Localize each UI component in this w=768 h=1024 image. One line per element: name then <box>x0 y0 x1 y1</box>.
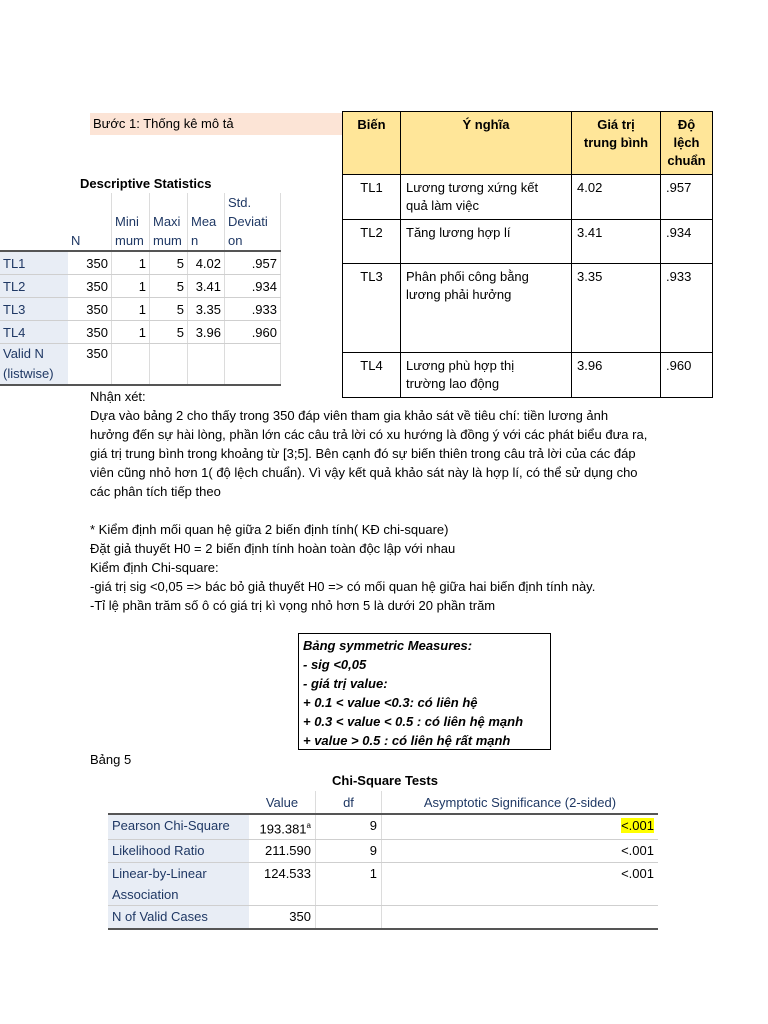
table-row: TL3 Phân phối công bằng lương phải hưởng 3.35 .933 <box>343 264 713 353</box>
symmetric-measures-box: Bảng symmetric Measures: - sig <0,05 - giá trị value: + 0.1 < value <0.3: có liên hệ + 0.3 < value < 0.5 : có liên hệ mạnh + value > 0.5 : có liên hệ rất mạnh <box>298 633 551 750</box>
table-row <box>0 298 281 321</box>
remark-paragraph: Nhận xét: Dựa vào bảng 2 cho thấy trong 350 đáp viên tham gia khảo sát về tiêu chí: tiền lương ảnh hưởng đến sự hài lòng, phần lớn các câu trả lời có xu hướng là đồng ý với các phát biểu đưa ra, giá trị trung bình trong khoảng từ [3;5]. Bên cạnh đó sự biến thiên trong câu trả lời của các đáp viên cũng nhỏ hơn 1( độ lệch chuẩn). Vì vậy kết quả khảo sát này là hợp lí, có thể sử dụng cho các phân tích tiếp theo <box>90 389 648 499</box>
table-row: TL1 Lương tương xứng kết quả làm việc 4.02 .957 <box>343 175 713 220</box>
header-max: Maxi mum <box>150 193 188 251</box>
table-row <box>0 251 281 275</box>
cell-min: 1 <box>112 275 150 298</box>
cell-n: 350 <box>68 275 112 298</box>
cell-mean: 3.41 <box>188 275 225 298</box>
row-label: TL4 <box>0 321 68 344</box>
highlighted-sig: <.001 <box>621 818 654 833</box>
cell-max: 5 <box>150 251 188 275</box>
chi-square-table <box>108 791 658 930</box>
table5-label: Bảng 5 <box>90 752 132 767</box>
table-row: N of Valid Cases 350 <box>108 906 658 930</box>
descriptive-title: Descriptive Statistics <box>80 176 212 191</box>
header-n: N <box>68 193 112 251</box>
cell-mean: 3.35 <box>188 298 225 321</box>
header-var: Biến <box>343 112 401 175</box>
cell-min: 1 <box>112 251 150 275</box>
descriptive-table <box>0 193 281 386</box>
cell-max: 5 <box>150 321 188 344</box>
header-sig: Asymptotic Significance (2-sided) <box>382 791 659 814</box>
row-label: TL3 <box>0 298 68 321</box>
table-row: TL4 Lương phù hợp thị trường lao động 3.96 .960 <box>343 353 713 398</box>
row-label: Valid N (listwise) <box>0 344 68 386</box>
header-blank <box>0 193 68 251</box>
row-label: TL1 <box>0 251 68 275</box>
cell-max: 5 <box>150 275 188 298</box>
row-label: TL2 <box>0 275 68 298</box>
cell-mean: 4.02 <box>188 251 225 275</box>
table-row <box>0 321 281 344</box>
cell-mean: 3.96 <box>188 321 225 344</box>
cell-max: 5 <box>150 298 188 321</box>
meaning-table <box>342 111 713 398</box>
cell-min: 1 <box>112 321 150 344</box>
table-row: Pearson Chi-Square 193.381$^a$ 9 <.001 <box>108 814 658 840</box>
table-row <box>0 275 281 298</box>
chi-square-title: Chi-Square Tests <box>332 773 438 788</box>
chi-intro-paragraph: * Kiểm định mối quan hệ giữa 2 biến định tính( KĐ chi-square) Đặt giả thuyết H0 = 2 biến định tính hoàn toàn độc lập với nhau Kiểm định Chi-square: -giá trị sig <0,05 => bác bỏ giả thuyết H0 => có mối quan hệ giữa hai biến định tính này. -Tỉ lệ phần trăm số ô có giá trị kì vọng nhỏ hơn 5 là dưới 20 phần trăm <box>90 522 596 613</box>
header-df: df <box>316 791 382 814</box>
cell-std: .960 <box>225 321 281 344</box>
header-meaning: Ý nghĩa <box>401 112 572 175</box>
header-mean: Mea n <box>188 193 225 251</box>
header-std: Độ lệch chuẩn <box>661 112 713 175</box>
table-row: Likelihood Ratio 211.590 9 <.001 <box>108 840 658 863</box>
cell-std: .934 <box>225 275 281 298</box>
header-value: Value <box>249 791 316 814</box>
table-row: Linear-by-Linear Association 124.533 1 <.001 <box>108 863 658 906</box>
cell-std: .957 <box>225 251 281 275</box>
cell-n: 350 <box>68 298 112 321</box>
cell-min: 1 <box>112 298 150 321</box>
header-mean: Giá trị trung bình <box>572 112 661 175</box>
cell-std: .933 <box>225 298 281 321</box>
table-row: TL2 Tăng lương hợp lí 3.41 .934 <box>343 220 713 264</box>
header-std: Std. Deviati on <box>225 193 281 251</box>
header-min: Mini mum <box>112 193 150 251</box>
table-row <box>0 344 281 386</box>
cell-n: 350 <box>68 251 112 275</box>
step-label: Bước 1: Thống kê mô tả <box>90 113 342 135</box>
cell-n: 350 <box>68 321 112 344</box>
cell-n: 350 <box>68 344 112 386</box>
